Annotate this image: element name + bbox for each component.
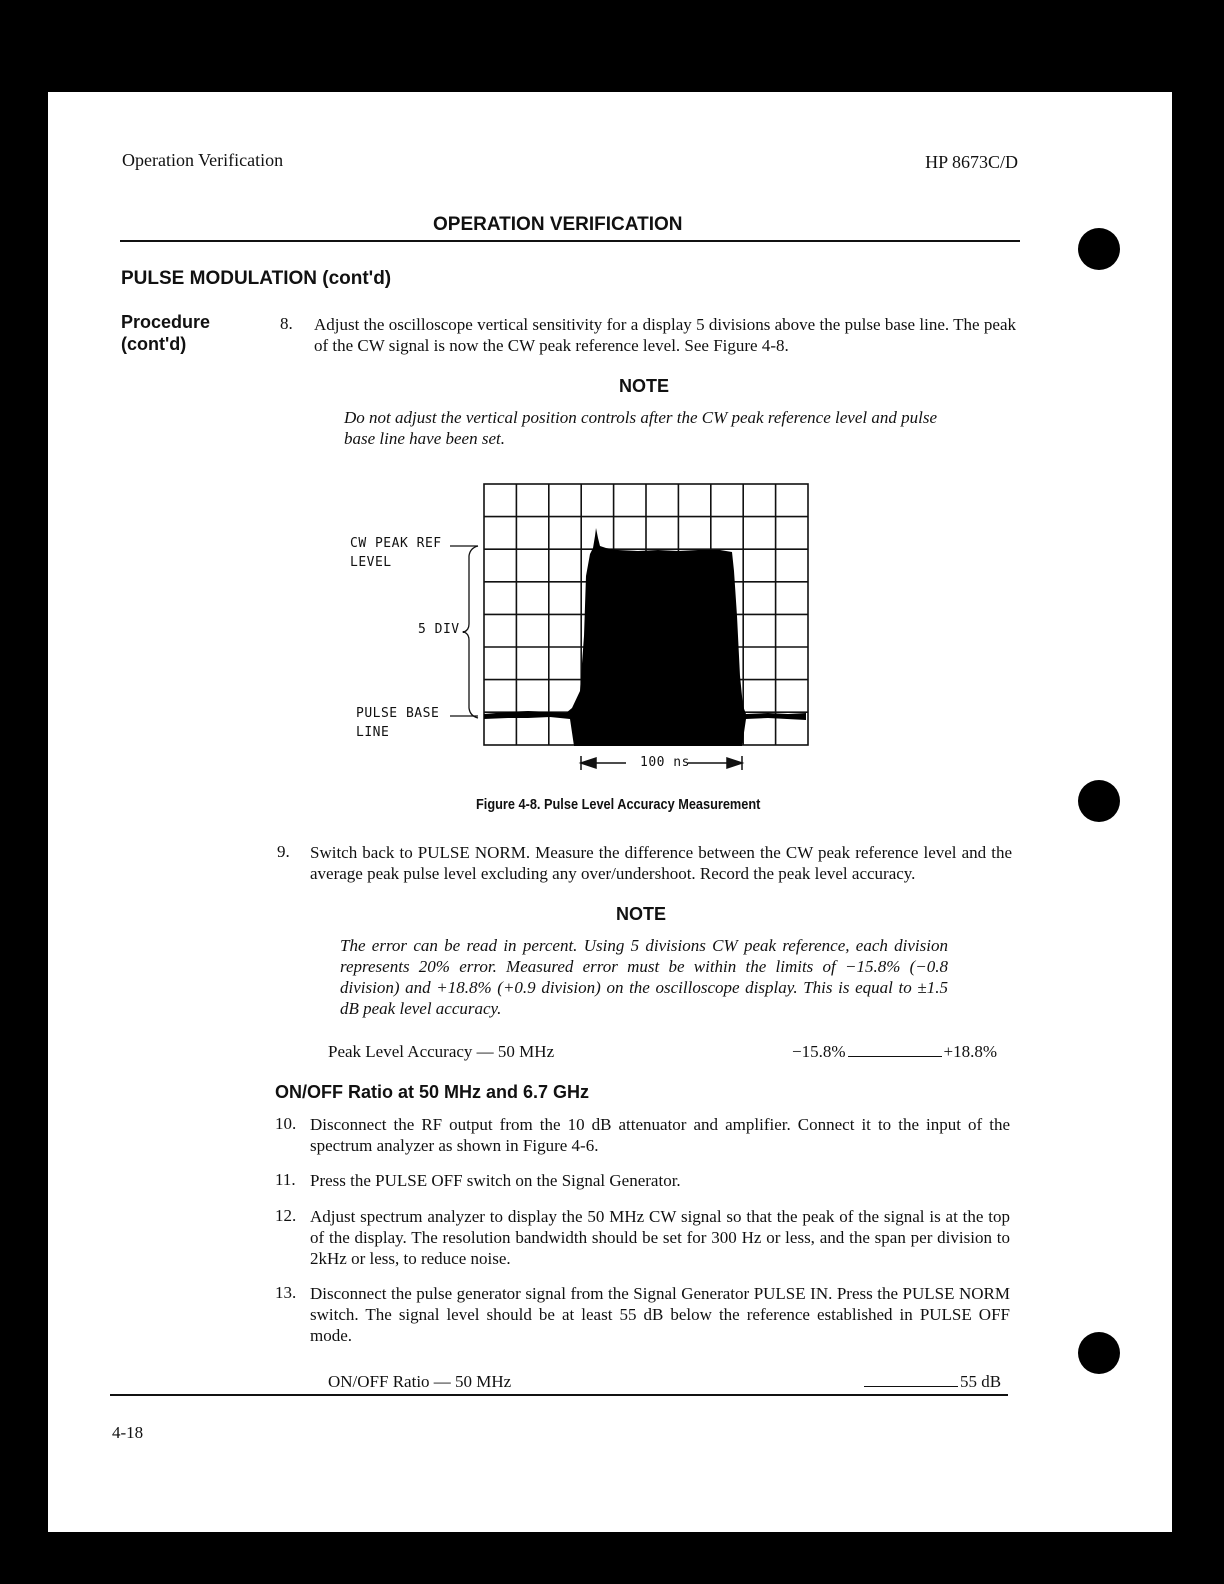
onoff-heading: ON/OFF Ratio at 50 MHz and 6.7 GHz: [275, 1082, 590, 1102]
step-8-number: 8.: [280, 314, 293, 333]
step-12-text: Adjust spectrum analyzer to display the 50 MHz CW signal so that the peak of the signal is at the top of the display. The resolution bandwidth should be set for 300 Hz or less, and the span per division to 2kHz or less, to reduce noise.: [310, 1207, 1010, 1268]
step-10-text: Disconnect the RF output from the 10 dB attenuator and amplifier. Connect it to the input of the spectrum analyzer as shown in Figure 4-6.: [310, 1115, 1010, 1155]
procedure-label-line1: Procedure: [121, 312, 211, 332]
figure-caption: Figure 4-8. Pulse Level Accuracy Measurement: [476, 796, 761, 813]
manual-page: [48, 92, 1172, 1532]
punch-hole-top: [1078, 228, 1120, 270]
page-number: 4-18: [112, 1423, 144, 1442]
pulse-base-label-line1: PULSE BASE: [356, 706, 440, 721]
header-right: HP 8673C/D: [925, 152, 1018, 172]
punch-hole-middle: [1078, 780, 1120, 822]
header-left: Operation Verification: [122, 150, 284, 170]
step-13-text: Disconnect the pulse generator signal from the Signal Generator PULSE IN. Press the PULSE NORM switch. The signal level should be at least 55 dB below the reference established in PULSE OFF mode.: [310, 1284, 1010, 1345]
peak-accuracy-limits: [792, 1042, 997, 1062]
note-1-text: Do not adjust the vertical position controls after the CW peak reference level and pulse base line have been set.: [344, 408, 937, 448]
cw-peak-ref-label-line1: CW PEAK REF: [350, 536, 442, 551]
procedure-label-line2: (cont'd): [121, 334, 187, 354]
step-12-number: 12.: [275, 1206, 297, 1225]
step-11-number: 11.: [275, 1170, 296, 1189]
step-13-number: 13.: [275, 1283, 297, 1302]
pulse-base-label-line2: LINE: [356, 725, 390, 740]
time-label: 100 ns: [640, 755, 690, 770]
note-2-title: NOTE: [616, 904, 667, 924]
five-div-label: 5 DIV.: [418, 622, 468, 637]
peak-accuracy-label: Peak Level Accuracy — 50 MHz: [328, 1042, 555, 1061]
peak-accuracy-blank[interactable]: [848, 1042, 942, 1057]
bottom-rule: [110, 1394, 1008, 1396]
step-11-text: Press the PULSE OFF switch on the Signal Generator.: [310, 1171, 681, 1190]
cw-peak-ref-label-line2: LEVEL: [350, 555, 392, 570]
cw-peak-ref-label: [350, 534, 442, 572]
pulse-figure: [328, 476, 828, 776]
onoff-ratio-spec: 55 dB: [960, 1372, 1002, 1391]
subsection-title: PULSE MODULATION (cont'd): [121, 268, 392, 289]
note-1-title: NOTE: [619, 376, 670, 396]
step-10-number: 10.: [275, 1114, 297, 1133]
onoff-ratio-label: ON/OFF Ratio — 50 MHz: [328, 1372, 512, 1391]
step-9-text: Switch back to PULSE NORM. Measure the difference between the CW peak reference level and the average peak pulse level excluding any over/undershoot. Record the peak level accuracy.: [310, 843, 1012, 883]
section-title: OPERATION VERIFICATION: [433, 214, 683, 235]
peak-accuracy-min: −15.8%: [792, 1042, 846, 1061]
note-2-text: The error can be read in percent. Using 5 divisions CW peak reference, each division represents 20% error. Measured error must be within the limits of −15.8% (−0.8 division) and +18.8% (+0.9 division) on the oscilloscope display. This is equal to ±1.5 dB peak level accuracy.: [340, 936, 948, 1018]
step-8-text: Adjust the oscilloscope vertical sensitivity for a display 5 divisions above the pulse base line. The peak of the CW signal is now the CW peak reference level. See Figure 4-8.: [314, 315, 1016, 355]
pulse-base-label: [356, 704, 439, 742]
section-rule: [120, 240, 1020, 242]
punch-hole-bottom: [1078, 1332, 1120, 1374]
onoff-ratio-value: [862, 1372, 1001, 1392]
peak-accuracy-max: +18.8%: [943, 1042, 997, 1061]
onoff-ratio-blank[interactable]: [864, 1372, 958, 1387]
step-9-number: 9.: [277, 842, 290, 861]
pulse-waveform: [484, 528, 806, 746]
procedure-label: [121, 311, 210, 355]
